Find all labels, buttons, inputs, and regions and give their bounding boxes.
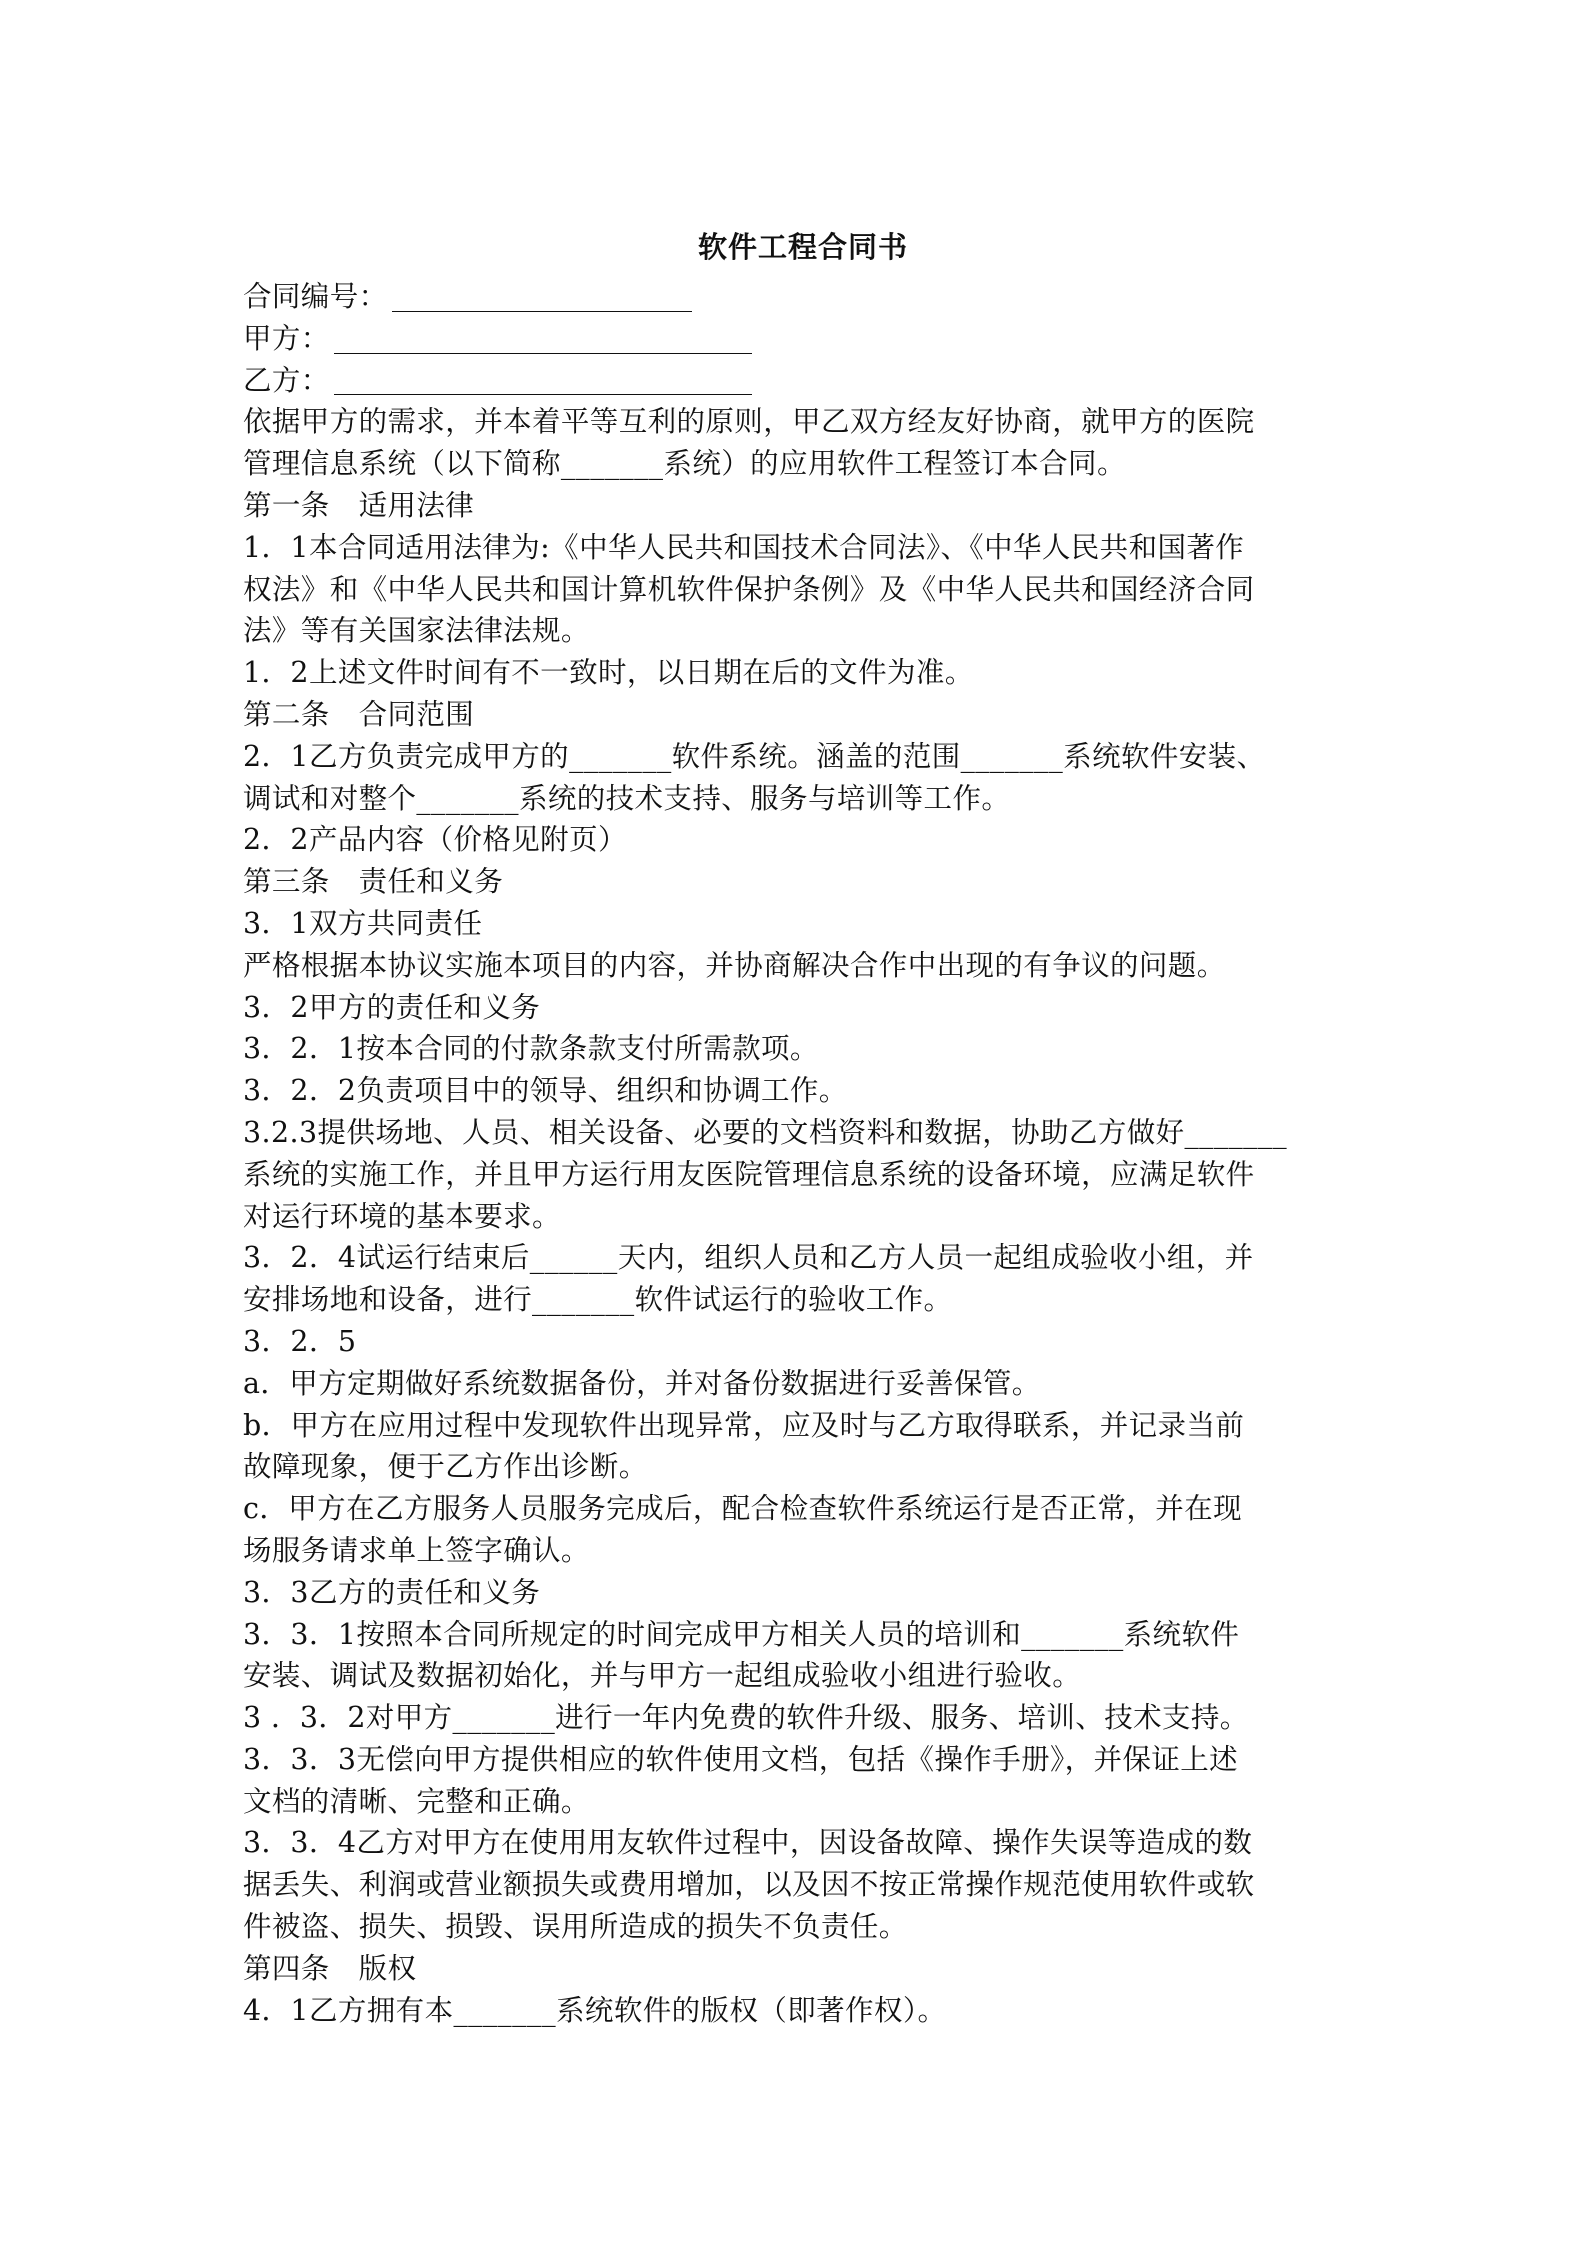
contract-line: 第二条 合同范围: [243, 697, 475, 731]
contract-line: 系统的实施工作，并且甲方运行用友医院管理信息系统的设备环境，应满足软件: [243, 1157, 1255, 1191]
contract-line: 安装、调试及数据初始化，并与甲方一起组成验收小组进行验收。: [243, 1659, 1082, 1693]
contract-number-label: 合同编号：: [243, 280, 388, 313]
contract-page: [243, 226, 1363, 2031]
contract-line: 依据甲方的需求，并本着平等互利的原则，甲乙双方经友好协商，就甲方的医院: [243, 405, 1255, 439]
contract-line: 2．1乙方负责完成甲方的_______软件系统。涵盖的范围_______系统软件安装、: [243, 739, 1266, 773]
contract-body: [243, 401, 1363, 2031]
contract-line: 安排场地和设备，进行_______软件试运行的验收工作。: [243, 1283, 953, 1317]
party-a-label: 甲方：: [243, 321, 330, 355]
party-b-label: 乙方：: [243, 363, 330, 397]
contract-line: 3．3．4乙方对甲方在使用用友软件过程中，因设备故障、操作失误等造成的数: [243, 1826, 1253, 1860]
contract-line: 3．2．1按本合同的付款条款支付所需款项。: [243, 1032, 819, 1066]
contract-line: b．甲方在应用过程中发现软件出现异常，应及时与乙方取得联系，并记录当前: [243, 1408, 1245, 1442]
contract-line: 3．1双方共同责任: [243, 906, 483, 940]
contract-line: 3.2.3提供场地、人员、相关设备、必要的文档资料和数据，协助乙方做好_______: [243, 1115, 1288, 1149]
contract-line: 3．2．5: [243, 1324, 357, 1358]
contract-line: 故障现象，便于乙方作出诊断。: [243, 1450, 648, 1484]
contract-line: c．甲方在乙方服务人员服务完成后，配合检查软件系统运行是否正常，并在现: [243, 1492, 1242, 1526]
contract-line: 管理信息系统（以下简称_______系统）的应用软件工程签订本合同。: [243, 447, 1126, 481]
contract-line: 1．2上述文件时间有不一致时，以日期在后的文件为准。: [243, 656, 974, 690]
contract-line: 据丢失、利润或营业额损失或费用增加，以及因不按正常操作规范使用软件或软: [243, 1868, 1255, 1902]
contract-line: 权法》和《中华人民共和国计算机软件保护条例》及《中华人民共和国经济合同: [243, 572, 1255, 606]
contract-line: 4．1乙方拥有本_______系统软件的版权（即著作权）。: [243, 1993, 947, 2027]
document-title: 软件工程合同书: [697, 230, 908, 264]
contract-line: 3．3．1按照本合同所规定的时间完成甲方相关人员的培训和_______系统软件: [243, 1617, 1240, 1651]
party-a-blank: [334, 323, 752, 354]
contract-line: 对运行环境的基本要求。: [243, 1199, 561, 1233]
contract-line: 3 ．3．2对甲方_______进行一年内免费的软件升级、服务、培训、技术支持。: [243, 1701, 1249, 1735]
contract-line: 场服务请求单上签字确认。: [243, 1533, 590, 1567]
contract-line: 第四条 版权: [243, 1951, 417, 1985]
contract-line: 1．1本合同适用法律为:《中华人民共和国技术合同法》、《中华人民共和国著作: [243, 530, 1245, 564]
contract-number-field: [243, 276, 1363, 318]
contract-line: 件被盗、损失、损毁、误用所造成的损失不负责任。: [243, 1910, 908, 1944]
contract-line: 2．2产品内容（价格见附页）: [243, 823, 627, 857]
contract-line: 第三条 责任和义务: [243, 865, 504, 899]
contract-line: a．甲方定期做好系统数据备份，并对备份数据进行妥善保管。: [243, 1366, 1041, 1400]
contract-number-blank: [392, 281, 692, 312]
contract-line: 第一条 适用法律: [243, 488, 475, 522]
party-a-field: [243, 318, 1363, 360]
contract-line: 3．3．3无偿向甲方提供相应的软件使用文档，包括《操作手册》，并保证上述: [243, 1742, 1239, 1776]
party-b-field: [243, 360, 1363, 402]
contract-line: 严格根据本协议实施本项目的内容，并协商解决合作中出现的有争议的问题。: [243, 948, 1226, 982]
contract-line: 3．2．4试运行结束后______天内，组织人员和乙方人员一起组成验收小组，并: [243, 1241, 1254, 1275]
contract-line: 文档的清晰、完整和正确。: [243, 1784, 590, 1818]
contract-line: 3．2甲方的责任和义务: [243, 990, 541, 1024]
contract-line: 3．2．2负责项目中的领导、组织和协调工作。: [243, 1074, 848, 1108]
contract-line: 3．3乙方的责任和义务: [243, 1575, 541, 1609]
contract-line: 调试和对整个_______系统的技术支持、服务与培训等工作。: [243, 781, 1011, 815]
party-b-blank: [334, 364, 752, 395]
contract-line: 法》等有关国家法律法规。: [243, 614, 590, 648]
